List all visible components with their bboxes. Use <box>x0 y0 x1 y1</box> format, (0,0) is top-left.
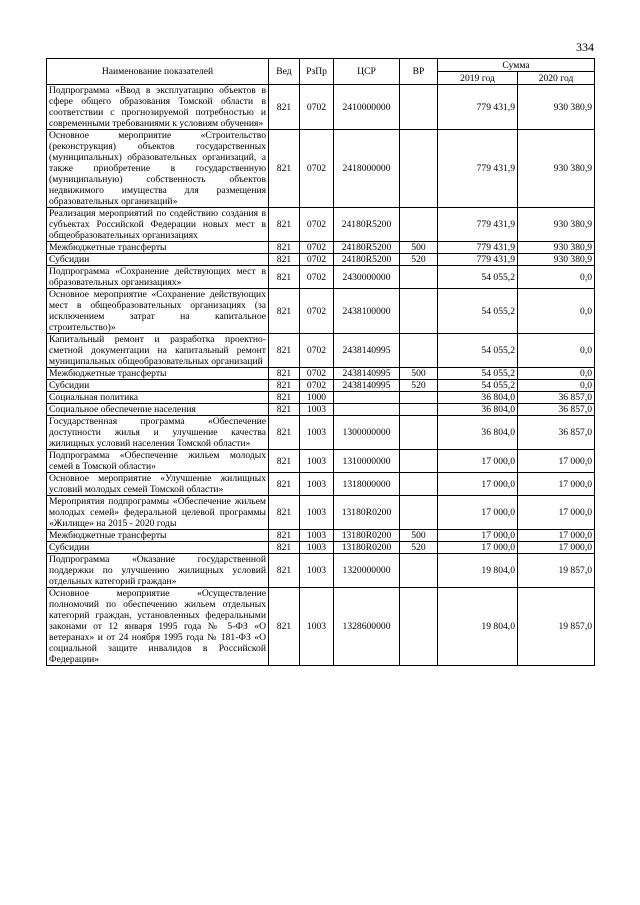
table-row <box>47 289 595 334</box>
row-name: Субсидии <box>47 380 269 392</box>
row-2020: 17 000,0 <box>518 473 595 496</box>
row-ved: 821 <box>269 530 300 542</box>
row-vr <box>400 450 438 473</box>
row-csr: 24180R5200 <box>334 254 400 266</box>
row-rzpr: 0702 <box>300 254 334 266</box>
row-2019: 17 000,0 <box>438 542 518 554</box>
row-name: Межбюджетные трансферты <box>47 530 269 542</box>
row-csr: 1328600000 <box>334 588 400 666</box>
table-row <box>47 254 595 266</box>
row-ved: 821 <box>269 380 300 392</box>
header-2019: 2019 год <box>438 72 518 85</box>
row-rzpr: 0702 <box>300 85 334 130</box>
row-name: Капитальный ремонт и разработка проектно-сметной документации на капитальный ремонт муниципальных общеобразовательных организаций <box>47 334 269 368</box>
row-rzpr: 0702 <box>300 289 334 334</box>
row-name: Основное мероприятие «Осуществление полномочий по обеспечению жильем отдельных категорий граждан, установленных федеральными законами от 12 января 1995 года № 5-ФЗ «О ветеранах» и от 24 ноября 1995 года № 181-ФЗ «О социальной защите инвалидов в Российской Федерации» <box>47 588 269 666</box>
row-2019: 36 804,0 <box>438 404 518 416</box>
table-row <box>47 368 595 380</box>
row-ved: 821 <box>269 266 300 289</box>
row-2020: 0,0 <box>518 368 595 380</box>
header-csr: ЦСР <box>334 59 400 85</box>
row-rzpr: 1003 <box>300 473 334 496</box>
row-2020: 930 380,9 <box>518 242 595 254</box>
row-vr <box>400 404 438 416</box>
row-rzpr: 0702 <box>300 368 334 380</box>
table-row <box>47 334 595 368</box>
row-2020: 36 857,0 <box>518 392 595 404</box>
row-name: Основное мероприятие «Сохранение действующих мест в общеобразовательных организациях (за исключением затрат на капитальное строительство)» <box>47 289 269 334</box>
table-row <box>47 542 595 554</box>
header-ved: Вед <box>269 59 300 85</box>
row-csr: 2438140995 <box>334 334 400 368</box>
row-2020: 17 000,0 <box>518 542 595 554</box>
row-csr <box>334 392 400 404</box>
table-row <box>47 392 595 404</box>
table-row <box>47 554 595 588</box>
row-2020: 0,0 <box>518 289 595 334</box>
row-name: Межбюджетные трансферты <box>47 242 269 254</box>
row-rzpr: 0702 <box>300 380 334 392</box>
row-name: Подпрограмма «Сохранение действующих мест в образовательных организациях» <box>47 266 269 289</box>
row-csr: 1310000000 <box>334 450 400 473</box>
row-csr: 24180R5200 <box>334 242 400 254</box>
row-vr: 500 <box>400 530 438 542</box>
row-vr: 500 <box>400 242 438 254</box>
row-rzpr: 1003 <box>300 404 334 416</box>
row-rzpr: 0702 <box>300 130 334 208</box>
row-name: Подпрограмма «Ввод в эксплуатацию объектов в сфере общего образования Томской области в соответствии с прогнозируемой потребностью и современными требованиями к условиям обучения» <box>47 85 269 130</box>
row-name: Реализация мероприятий по содействию создания в субъектах Российской Федерации новых мест в общеобразовательных организациях <box>47 208 269 242</box>
row-2019: 17 000,0 <box>438 530 518 542</box>
row-ved: 821 <box>269 289 300 334</box>
row-csr: 13180R0200 <box>334 530 400 542</box>
row-vr <box>400 588 438 666</box>
row-ved: 821 <box>269 392 300 404</box>
row-vr <box>400 392 438 404</box>
row-2019: 54 055,2 <box>438 334 518 368</box>
row-2019: 779 431,9 <box>438 85 518 130</box>
row-2020: 930 380,9 <box>518 130 595 208</box>
row-ved: 821 <box>269 254 300 266</box>
row-vr <box>400 496 438 530</box>
row-rzpr: 1003 <box>300 588 334 666</box>
row-csr: 2438100000 <box>334 289 400 334</box>
row-name: Межбюджетные трансферты <box>47 368 269 380</box>
row-2020: 930 380,9 <box>518 254 595 266</box>
row-2020: 0,0 <box>518 380 595 392</box>
row-name: Субсидии <box>47 254 269 266</box>
row-ved: 821 <box>269 404 300 416</box>
row-2019: 54 055,2 <box>438 368 518 380</box>
row-csr: 24180R5200 <box>334 208 400 242</box>
row-rzpr: 0702 <box>300 266 334 289</box>
row-vr <box>400 266 438 289</box>
header-name: Наименование показателей <box>47 59 269 85</box>
row-ved: 821 <box>269 368 300 380</box>
row-name: Социальное обеспечение населения <box>47 404 269 416</box>
row-name: Подпрограмма «Обеспечение жильем молодых семей в Томской области» <box>47 450 269 473</box>
row-ved: 821 <box>269 242 300 254</box>
row-2020: 930 380,9 <box>518 85 595 130</box>
row-2019: 779 431,9 <box>438 242 518 254</box>
row-2019: 17 000,0 <box>438 450 518 473</box>
table-row <box>47 242 595 254</box>
row-2019: 779 431,9 <box>438 208 518 242</box>
row-csr: 2438140995 <box>334 380 400 392</box>
table-row <box>47 380 595 392</box>
row-2019: 779 431,9 <box>438 130 518 208</box>
row-name: Основное мероприятие «Улучшение жилищных условий молодых семей Томской области» <box>47 473 269 496</box>
row-csr: 2438140995 <box>334 368 400 380</box>
row-csr <box>334 404 400 416</box>
row-2019: 54 055,2 <box>438 380 518 392</box>
row-2019: 54 055,2 <box>438 289 518 334</box>
header-vr: ВР <box>400 59 438 85</box>
row-csr: 2410000000 <box>334 85 400 130</box>
row-2019: 17 000,0 <box>438 496 518 530</box>
row-2019: 19 804,0 <box>438 554 518 588</box>
header-2020: 2020 год <box>518 72 595 85</box>
row-rzpr: 1003 <box>300 450 334 473</box>
row-ved: 821 <box>269 473 300 496</box>
row-ved: 821 <box>269 542 300 554</box>
table-row <box>47 450 595 473</box>
row-2020: 930 380,9 <box>518 208 595 242</box>
row-ved: 821 <box>269 496 300 530</box>
row-2020: 0,0 <box>518 334 595 368</box>
table-row <box>47 130 595 208</box>
row-name: Подпрограмма «Оказание государственной поддержки по улучшению жилищных условий отдельных категорий граждан» <box>47 554 269 588</box>
row-vr: 520 <box>400 542 438 554</box>
row-2019: 36 804,0 <box>438 392 518 404</box>
row-2020: 19 857,0 <box>518 554 595 588</box>
row-rzpr: 0702 <box>300 334 334 368</box>
table-row <box>47 404 595 416</box>
row-ved: 821 <box>269 588 300 666</box>
row-vr: 520 <box>400 254 438 266</box>
row-rzpr: 0702 <box>300 208 334 242</box>
header-rzpr: РзПр <box>300 59 334 85</box>
row-rzpr: 1003 <box>300 542 334 554</box>
table-row <box>47 208 595 242</box>
row-ved: 821 <box>269 334 300 368</box>
row-2019: 17 000,0 <box>438 473 518 496</box>
row-2020: 17 000,0 <box>518 530 595 542</box>
row-2020: 0,0 <box>518 266 595 289</box>
row-csr: 13180R0200 <box>334 496 400 530</box>
table-row <box>47 266 595 289</box>
row-ved: 821 <box>269 130 300 208</box>
row-name: Социальная политика <box>47 392 269 404</box>
row-2020: 36 857,0 <box>518 416 595 450</box>
row-rzpr: 1003 <box>300 496 334 530</box>
row-2020: 17 000,0 <box>518 450 595 473</box>
row-csr: 1320000000 <box>334 554 400 588</box>
row-rzpr: 1000 <box>300 392 334 404</box>
row-ved: 821 <box>269 450 300 473</box>
table-row <box>47 85 595 130</box>
table-row <box>47 496 595 530</box>
row-2019: 779 431,9 <box>438 254 518 266</box>
row-rzpr: 1003 <box>300 416 334 450</box>
row-vr <box>400 208 438 242</box>
row-rzpr: 1003 <box>300 554 334 588</box>
row-name: Основное мероприятие «Строительство (реконструкция) объектов государственных (муниципальных) образовательных организаций, а также приобретение в государственную (муниципальную) собственность объектов недвижимого имущества для размещения образовательных организаций» <box>47 130 269 208</box>
row-csr: 1318000000 <box>334 473 400 496</box>
row-2020: 36 857,0 <box>518 404 595 416</box>
row-vr <box>400 130 438 208</box>
header-sum: Сумма <box>438 59 595 72</box>
row-csr: 13180R0200 <box>334 542 400 554</box>
row-vr: 500 <box>400 368 438 380</box>
table-row <box>47 530 595 542</box>
row-ved: 821 <box>269 208 300 242</box>
row-2019: 19 804,0 <box>438 588 518 666</box>
table-row <box>47 416 595 450</box>
row-vr <box>400 334 438 368</box>
row-vr <box>400 416 438 450</box>
row-csr: 1300000000 <box>334 416 400 450</box>
row-rzpr: 0702 <box>300 242 334 254</box>
row-vr <box>400 473 438 496</box>
row-ved: 821 <box>269 554 300 588</box>
page-number: 334 <box>576 40 594 54</box>
row-csr: 2418000000 <box>334 130 400 208</box>
table-row <box>47 473 595 496</box>
row-vr <box>400 289 438 334</box>
row-name: Мероприятия подпрограммы «Обеспечение жильем молодых семей» федеральной целевой программы «Жилище» на 2015 - 2020 годы <box>47 496 269 530</box>
row-ved: 821 <box>269 416 300 450</box>
row-rzpr: 1003 <box>300 530 334 542</box>
row-name: Субсидии <box>47 542 269 554</box>
row-vr: 520 <box>400 380 438 392</box>
row-name: Государственная программа «Обеспечение доступности жилья и улучшение качества жилищных условий населения Томской области» <box>47 416 269 450</box>
budget-table <box>46 58 595 666</box>
row-2019: 54 055,2 <box>438 266 518 289</box>
row-csr: 2430000000 <box>334 266 400 289</box>
row-2020: 19 857,0 <box>518 588 595 666</box>
row-2019: 36 804,0 <box>438 416 518 450</box>
row-vr <box>400 554 438 588</box>
row-vr <box>400 85 438 130</box>
row-ved: 821 <box>269 85 300 130</box>
table-row <box>47 588 595 666</box>
row-2020: 17 000,0 <box>518 496 595 530</box>
